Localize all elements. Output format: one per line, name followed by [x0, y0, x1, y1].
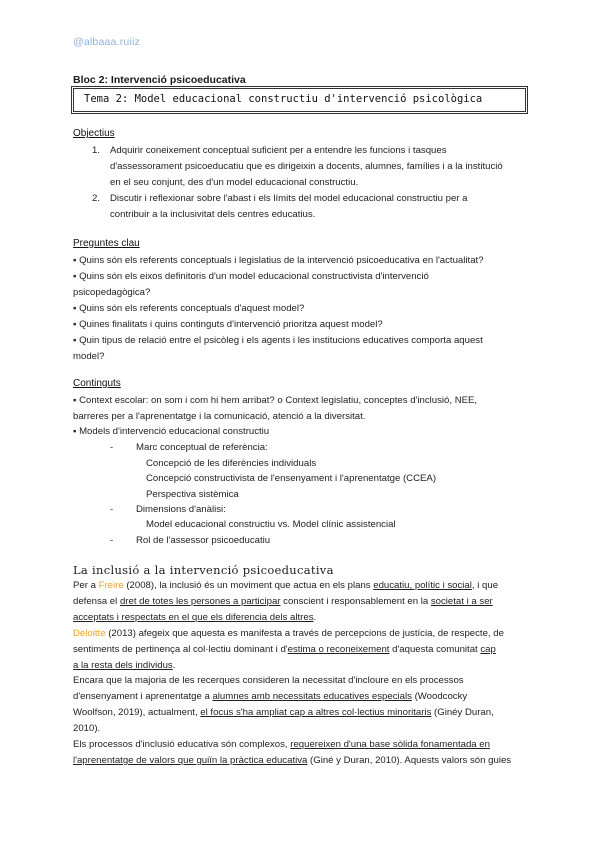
subtopic-marc: Marc conceptual de referència: — [136, 442, 268, 453]
subtopic-item: Concepció constructivista de l'ensenyament i l'aprenentatge (CCEA) — [146, 473, 437, 484]
tema-title-box: Tema 2: Model educacional constructiu d'intervenció psicològica — [73, 88, 526, 112]
subtopic-item: Perspectiva sistèmica — [146, 489, 239, 500]
objective-number: 2. — [92, 193, 101, 204]
dash-bullet: - — [110, 504, 114, 515]
preguntes-heading: Preguntes clau — [73, 238, 140, 249]
objective-line: d'assessorament psicoeducatiu que es dirigeixin a docents, alumnes, famílies i a la institució — [110, 161, 503, 172]
author-deloitte: Deloitte — [73, 628, 106, 639]
inclusio-heading: La inclusió a la intervenció psicoeducativa — [73, 563, 334, 577]
paragraph-line: l'aprenentatge de valors que guiïn la pràctica educativa (Giné y Duran, 2010). Aquests valors són guies — [73, 755, 512, 766]
objective-number: 1. — [92, 145, 101, 156]
author-freire: Freire — [98, 580, 124, 591]
dash-bullet: - — [110, 535, 114, 546]
paragraph-line: Els processos d'inclusió educativa són complexos, requereixen d'una base sòlida fonamentada en — [73, 739, 490, 750]
paragraph-line: d'ensenyament i aprenentatge a alumnes amb necessitats educatives especials (Woodcocky — [73, 691, 468, 702]
question-line: ▪ Quin tipus de relació entre el psicòleg i els agents i les institucions educatives comporta aquest — [73, 335, 483, 346]
author-handle: @albaaa.ruiiz — [73, 36, 140, 48]
content-line: ▪ Models d'intervenció educacional constructiu — [73, 426, 270, 437]
paragraph-line: Encara que la majoria de les recerques consideren la necessitat d'incloure en els processos — [73, 675, 464, 686]
subtopic-item: Model educacional constructiu vs. Model clínic assistencial — [146, 519, 396, 530]
paragraph-line: sentiments de pertinença al col·lectiu dominant i d'estima o reconeixement d'aquesta comunitat cap — [73, 644, 496, 655]
paragraph-line: Woolfson, 2019), actualment, el focus s'ha ampliat cap a altres col·lectius minoritaris (Ginéy Duran, — [73, 707, 494, 718]
subtopic-rol: Rol de l'assessor psicoeducatiu — [136, 535, 271, 546]
paragraph-line: defensa el dret de totes les persones a participar conscient i responsablement en la societat i a ser — [73, 596, 493, 607]
question-line: ▪ Quins són els referents conceptuals i legislatius de la intervenció psicoeducativa en l'actualitat? — [73, 255, 484, 266]
continguts-heading: Continguts — [73, 378, 121, 389]
paragraph-line: a la resta dels individus. — [73, 660, 176, 671]
bloc-title: Bloc 2: Intervenció psicoeducativa — [73, 74, 246, 86]
objective-line: Discutir i reflexionar sobre l'abast i els límits del model educacional constructiu per a — [110, 193, 468, 204]
question-line: ▪ Quins són els referents conceptuals d'aquest model? — [73, 303, 305, 314]
objective-line: en el seu conjunt, des d'un model educacional constructiu. — [110, 177, 359, 188]
content-line: ▪ Context escolar: on som i com hi hem arribat? o Context legislatiu, conceptes d'inclusió, NEE, — [73, 395, 478, 406]
objective-line: Adquirir coneixement conceptual suficient per a entendre les funcions i tasques — [110, 145, 447, 156]
paragraph-line: 2010). — [73, 723, 101, 734]
question-line: ▪ Quines finalitats i quins continguts d'intervenció prioritza aquest model? — [73, 319, 383, 330]
question-line: psicopedagògica? — [73, 287, 151, 298]
objectius-heading: Objectius — [73, 128, 115, 139]
dash-bullet: - — [110, 442, 114, 453]
paragraph-line: Deloitte (2013) afegeix que aquesta es manifesta a través de percepcions de justícia, de respecte, de — [73, 628, 504, 639]
paragraph-line: acceptats i respectats en el que els diferencia dels altres. — [73, 612, 317, 623]
objective-line: contribuir a la inclusivitat dels centres educatius. — [110, 209, 316, 220]
question-line: ▪ Quins són els eixos definitoris d'un model educacional constructivista d'intervenció — [73, 271, 429, 282]
subtopic-item: Concepció de les diferències individuals — [146, 458, 317, 469]
paragraph-line: Per a Freire (2008), la inclusió és un moviment que actua en els plans educatiu, polític i social, i que — [73, 580, 499, 591]
subtopic-dimensions: Dimensions d'anàlisi: — [136, 504, 226, 515]
content-line: barreres per a l'aprenentatge i la comunicació, atenció a la diversitat. — [73, 411, 366, 422]
question-line: model? — [73, 351, 105, 362]
